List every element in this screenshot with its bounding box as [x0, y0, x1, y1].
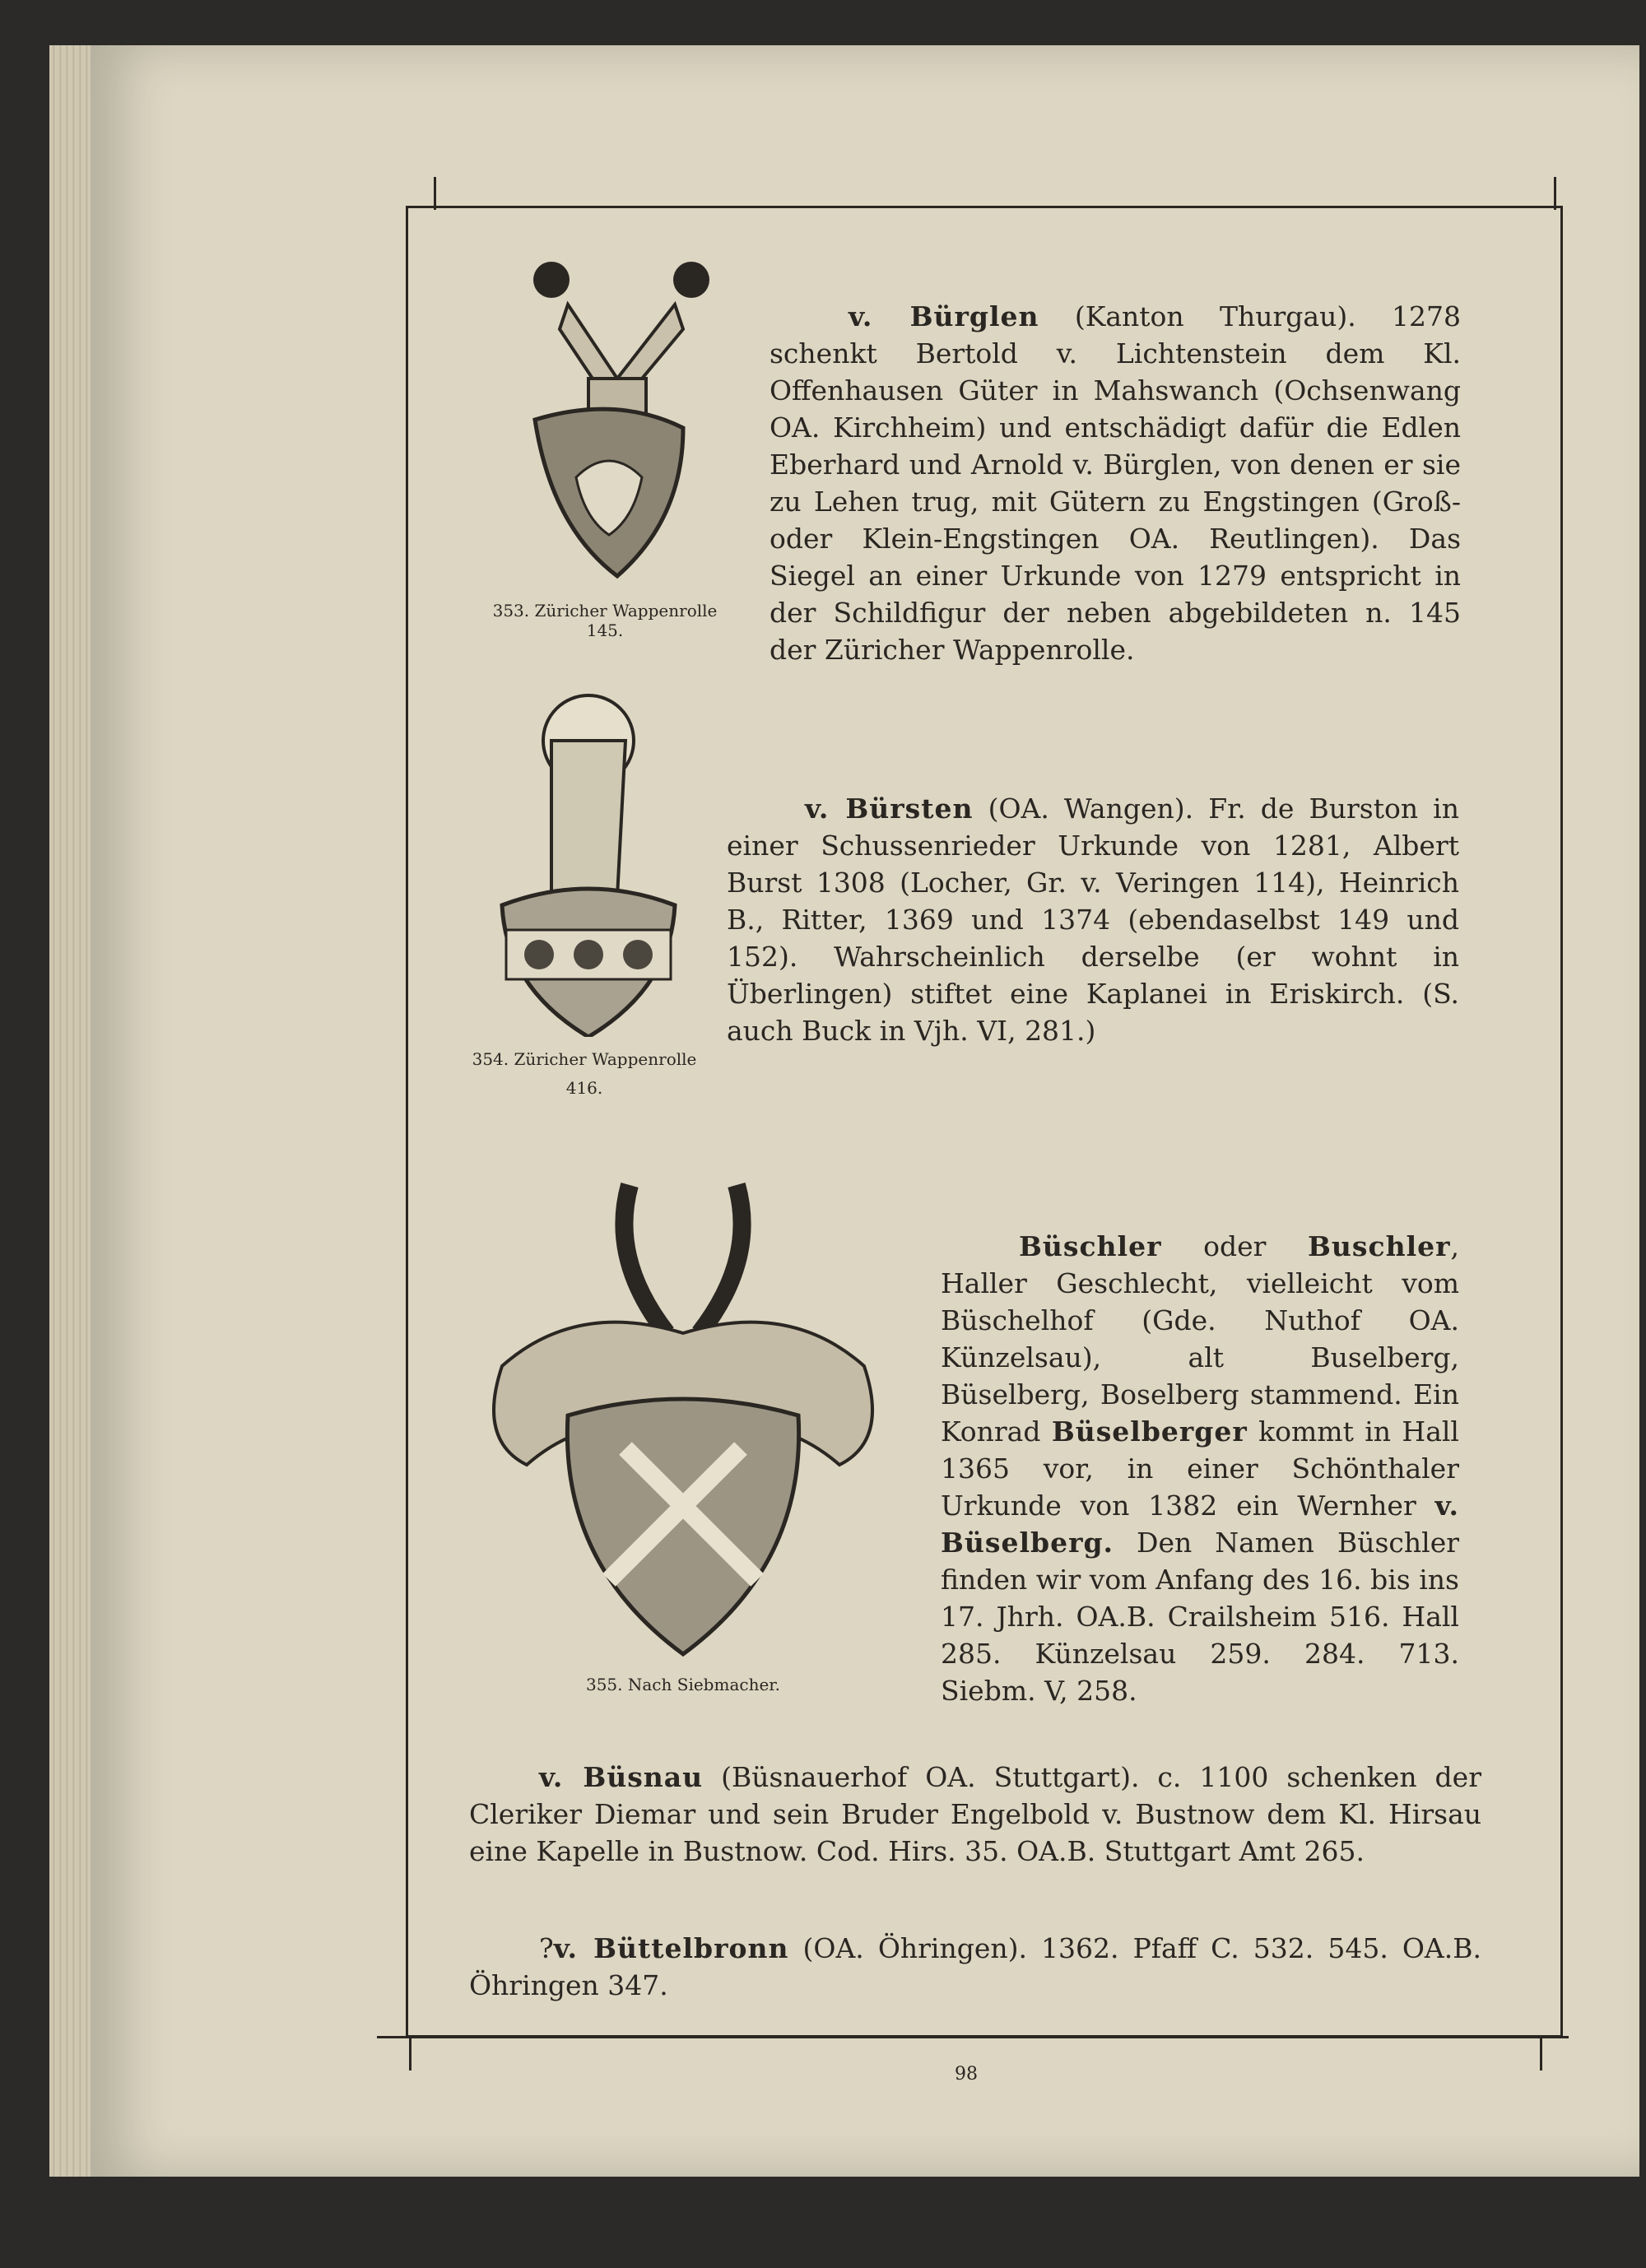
caption-354-line2: 416.	[565, 1078, 603, 1098]
bottom-rule	[377, 2036, 1569, 2038]
entry-busnau	[469, 1759, 1481, 1870]
coat-of-arms-354	[494, 691, 683, 1037]
entry-busnau-text: (Büsnauerhof OA. Stuttgart). c. 1100 schenken der Cleriker Diemar und sein Bruder Engelbold v. Bustnow dem Kl. Hirsau eine Kapelle in Bustnow. Cod. Hirs. 35. OA.B. Stuttgart Amt 265.	[469, 1761, 1481, 1867]
entry-buschler-oder: oder	[1161, 1230, 1309, 1262]
entry-burglen	[770, 298, 1461, 668]
entry-buschler-name4: v. Büselberg.	[941, 1490, 1459, 1559]
entry-buschler	[941, 1228, 1459, 1709]
entry-buschler-name3: Büselberger	[1051, 1415, 1248, 1448]
entry-buttelbronn-name: v. Büttelbronn	[553, 1932, 789, 1964]
coat-of-arms-353	[518, 255, 716, 584]
entry-buschler-name2: Buschler	[1308, 1230, 1451, 1262]
entry-bursten-name: v. Bürsten	[805, 792, 974, 825]
entry-busnau-name: v. Büsnau	[539, 1761, 704, 1793]
entry-buschler-name1: Büschler	[1019, 1230, 1162, 1262]
entry-burglen-text: (Kanton Thurgau). 1278 schenkt Bertold v. Lichtenstein dem Kl. Offenhausen Güter in Mahswanch (Ochsenwang OA. Kirchheim) und entschädigt dafür die Edlen Eberhard und Arnold v. Bürglen, von denen er sie zu Lehen trug, mit Gütern zu Engstingen (Groß- oder Klein-Engstingen OA. Reutlingen). Das Siegel an einer Urkunde von 1279 entspricht in der Schildfigur der neben abgebildeten n. 145 der Züricher Wappenrolle.	[770, 300, 1462, 666]
caption-355: 355. Nach Siebmacher.	[585, 1675, 780, 1694]
frame-tick-bottom-left	[409, 2036, 412, 2070]
entry-buttelbronn-prefix: ?	[539, 1932, 554, 1964]
entry-burglen-name: v. Bürglen	[849, 300, 1039, 332]
page-number: 98	[955, 2064, 978, 2084]
entry-buschler-text1: , Haller Geschlecht, vielleicht vom Büschelhof (Gde. Nuthof OA. Künzelsau), alt Buselberg, Büselberg, Boselberg stammend. Ein Konrad	[941, 1230, 1459, 1448]
frame-tick-top-left	[434, 177, 436, 210]
frame-tick-bottom-right	[1540, 2036, 1542, 2070]
entry-bursten	[727, 790, 1459, 1049]
entry-buschler-text3: Den Namen Büschler finden wir vom Anfang des 16. bis ins 17. Jhrh. OA.B. Crailsheim 516. Hall 285. Künzelsau 259. 284. 713. Siebm. V, 258.	[941, 1527, 1459, 1707]
entry-bursten-text: (OA. Wangen). Fr. de Burston in einer Schussenrieder Urkunde von 1281, Albert Burst 1308 (Locher, Gr. v. Veringen 114), Heinrich B., Ritter, 1369 und 1374 (ebendaselbst 149 und 152). Wahrscheinlich derselbe (er wohnt in Überlingen) stiftet eine Kaplanei in Eriskirch. (S. auch Buck in Vjh. VI, 281.)	[727, 792, 1459, 1047]
entry-buttelbronn	[469, 1930, 1481, 2004]
caption-353: 353. Züricher Wappenrolle 145.	[492, 601, 718, 640]
entry-buttelbronn-text: (OA. Öhringen). 1362. Pfaff C. 532. 545. OA.B. Öhringen 347.	[469, 1932, 1481, 2001]
entry-buschler-text2: kommt in Hall 1365 vor, in einer Schönthaler Urkunde von 1382 ein Wernher	[941, 1415, 1459, 1522]
coat-of-arms-355	[477, 1169, 889, 1662]
frame-tick-top-right	[1554, 177, 1556, 210]
caption-354-line1: 354. Züricher Wappenrolle	[472, 1049, 697, 1069]
